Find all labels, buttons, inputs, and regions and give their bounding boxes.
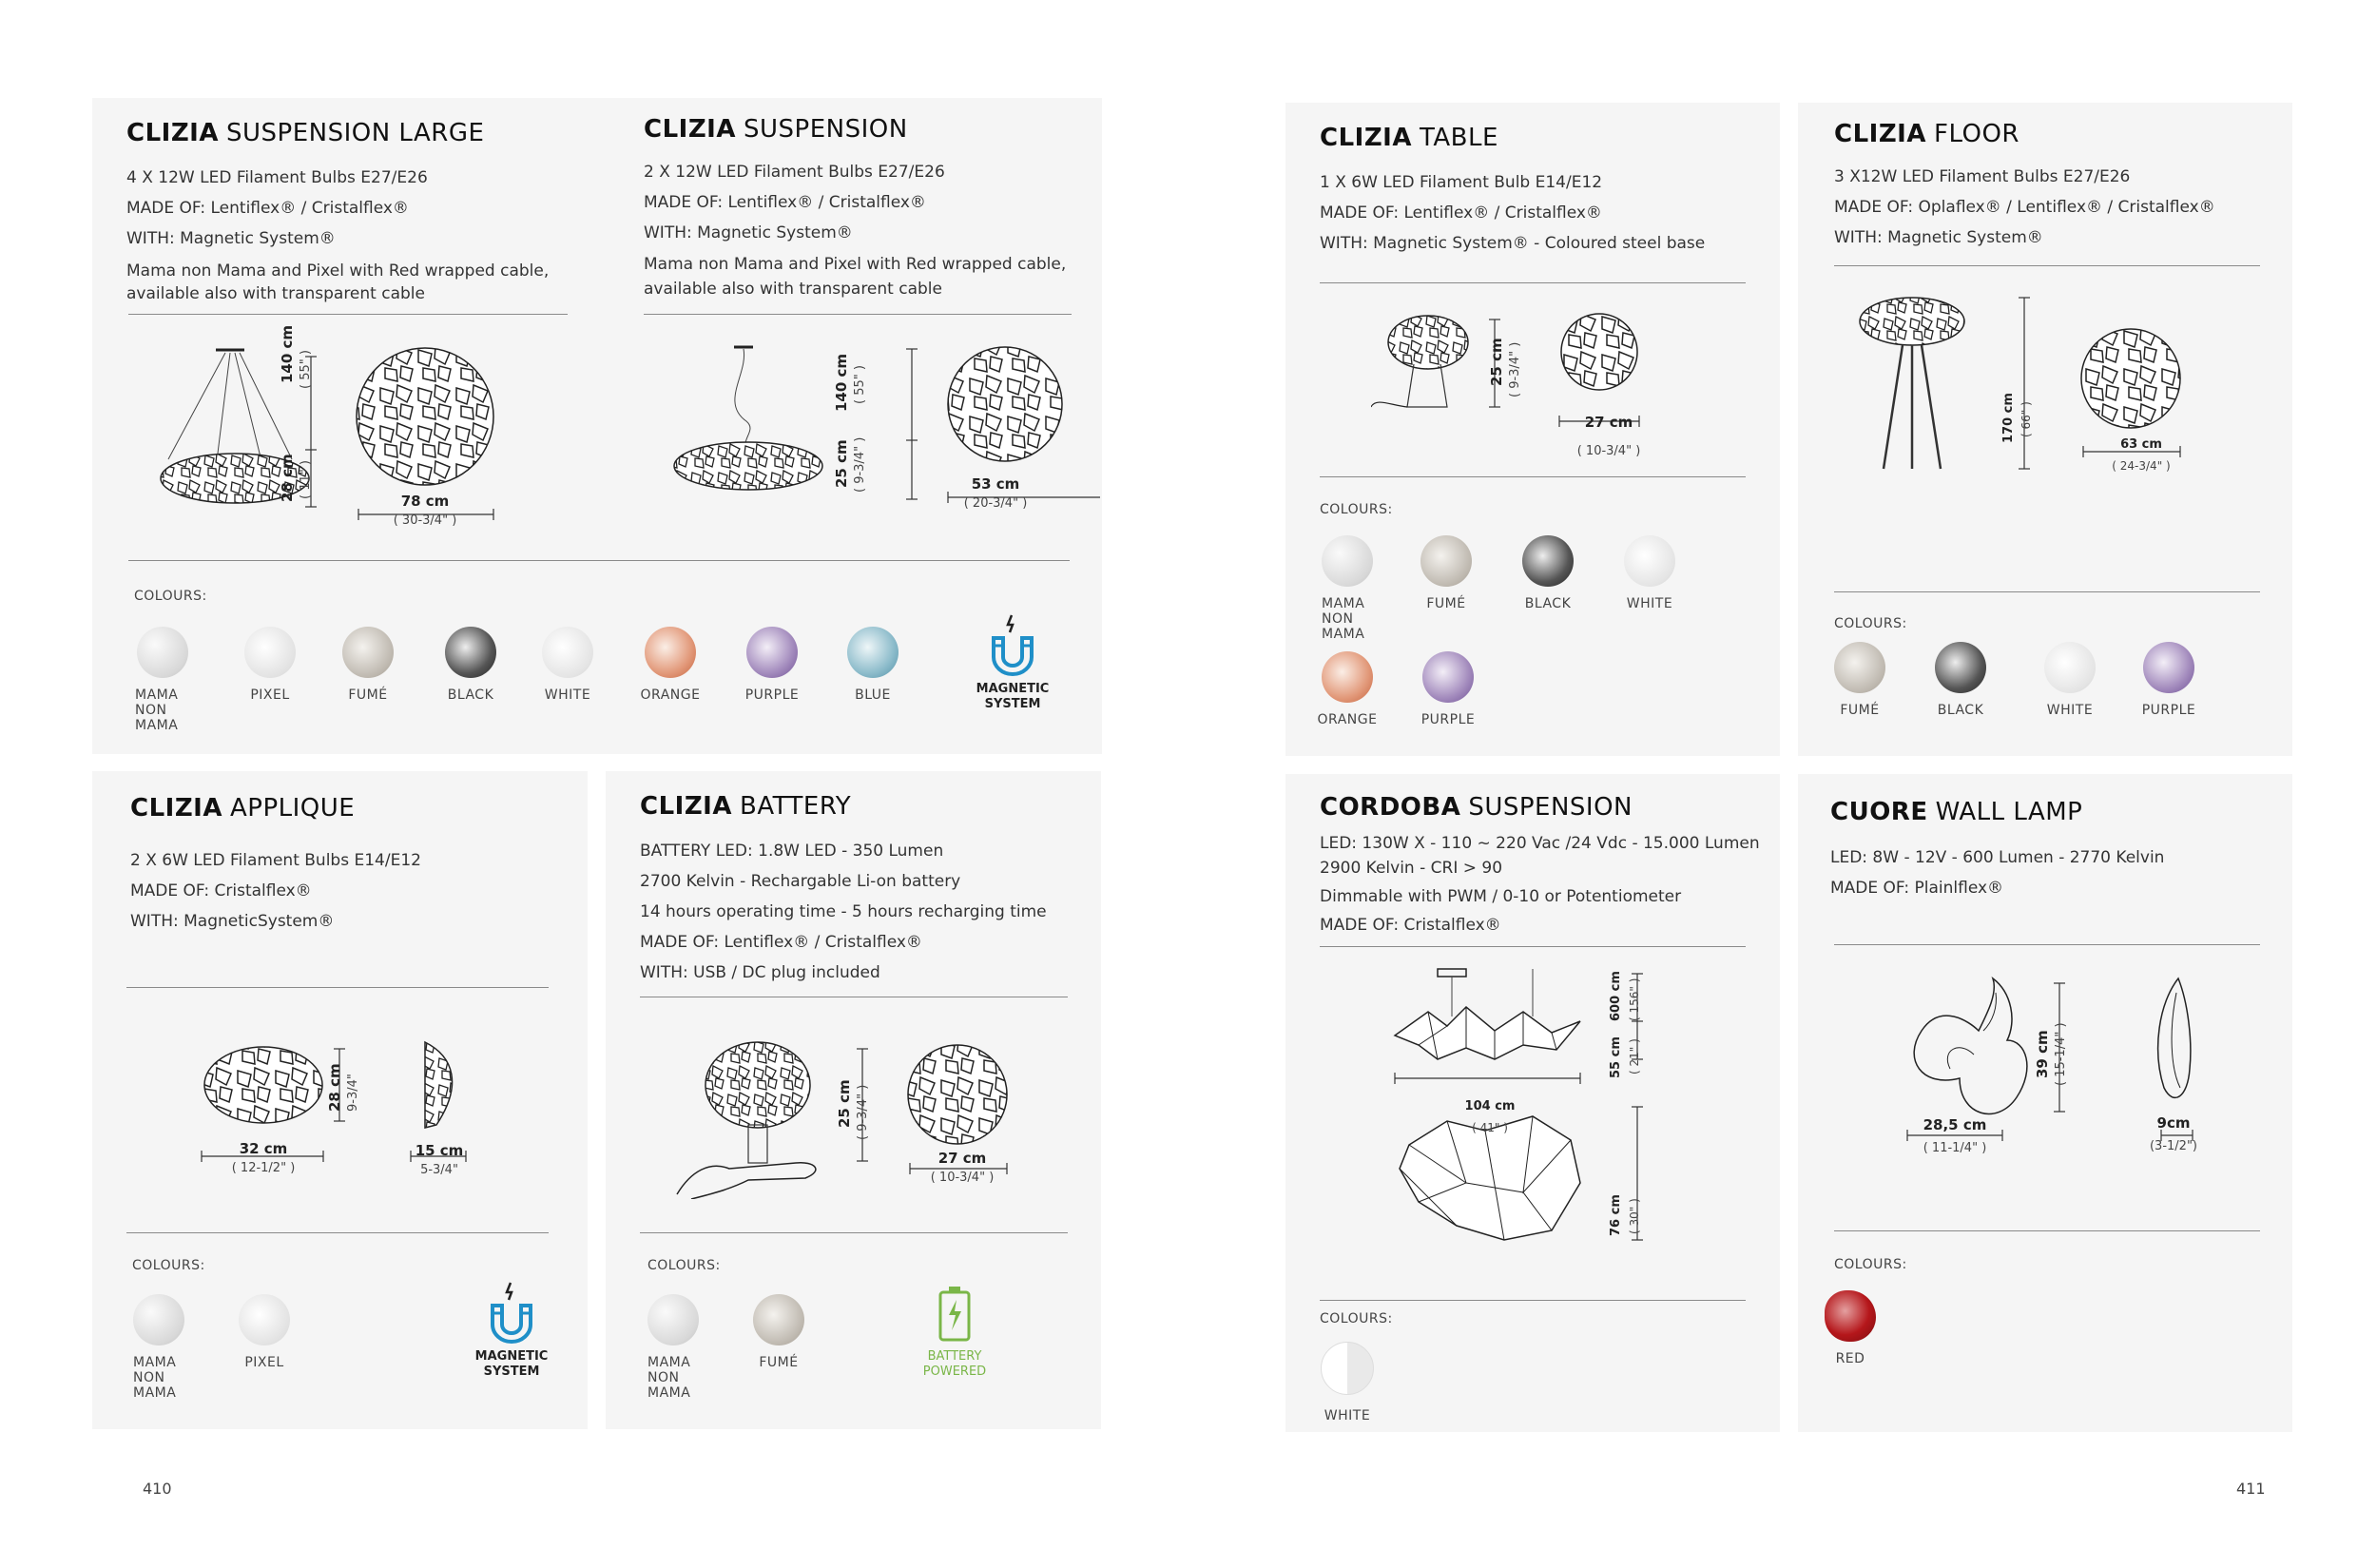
dim-inch: ( 30-3/4" ) bbox=[393, 513, 457, 528]
dim-value: 28 cm bbox=[279, 454, 296, 502]
colours-label: COLOURS: bbox=[1834, 1257, 1907, 1272]
colour-swatch-red[interactable] bbox=[1788, 1290, 1912, 1366]
dimension-height-3-inch bbox=[1628, 1198, 1641, 1234]
dim-inch: ( 30" ) bbox=[1628, 1198, 1641, 1234]
dim-inch: ( 11-1/4" ) bbox=[1923, 1141, 1987, 1155]
battery-powered-badge bbox=[902, 1285, 1007, 1380]
magnetic-system-badge bbox=[960, 613, 1065, 712]
dimension-width bbox=[1433, 1099, 1547, 1134]
dim-inch: ( 9-3/4" ) bbox=[1508, 341, 1522, 397]
swatch-label: ORANGE bbox=[640, 687, 701, 703]
swatch-ball bbox=[753, 1294, 804, 1345]
dim-inch: ( 55" ) bbox=[299, 350, 313, 389]
dimension-height-2 bbox=[833, 439, 850, 488]
dim-value: 39 cm bbox=[2034, 1030, 2051, 1078]
spec-line: MADE OF: Lentiflex® / Cristalflex® bbox=[126, 199, 409, 218]
colour-swatch-fume[interactable] bbox=[717, 1294, 841, 1370]
swatch-ball bbox=[2143, 642, 2194, 693]
swatch-ball bbox=[137, 627, 188, 678]
spec-list bbox=[640, 836, 1047, 988]
divider bbox=[1834, 265, 2260, 266]
dimension-width bbox=[1542, 414, 1675, 458]
dimension-width bbox=[358, 493, 492, 528]
spec-line: 14 hours operating time - 5 hours recharging time bbox=[640, 902, 1047, 921]
swatch-ball bbox=[847, 627, 899, 678]
spec-line: available also with transparent cable bbox=[644, 280, 942, 299]
dimension-height-inch bbox=[1508, 342, 1522, 397]
brand-name: CLIZIA bbox=[1320, 124, 1412, 152]
swatch-label: WHITE bbox=[2046, 703, 2094, 718]
spec-line: WITH: Magnetic System® - Coloured steel base bbox=[1320, 234, 1706, 253]
dim-inch: ( 55" ) bbox=[853, 365, 867, 404]
dimension-height bbox=[326, 1063, 343, 1112]
swatch-label: PURPLE bbox=[744, 687, 800, 703]
dim-value: 27 cm bbox=[937, 1150, 987, 1167]
colour-swatch-purple[interactable] bbox=[2107, 642, 2231, 718]
swatch-label: MAMA NON MAMA bbox=[135, 687, 179, 733]
product-name: FLOOR bbox=[1933, 120, 2019, 148]
dim-inch: ( 9-3/4" ) bbox=[856, 1084, 870, 1140]
page-number-right: 411 bbox=[2236, 1480, 2266, 1498]
swatch-ball bbox=[239, 1294, 290, 1345]
colours-label: COLOURS: bbox=[1320, 502, 1393, 517]
dim-value: 104 cm bbox=[1464, 1099, 1516, 1113]
dim-value: 63 cm bbox=[2120, 437, 2162, 452]
swatch-label: ORANGE bbox=[1317, 712, 1378, 727]
dimension-height-2-inch bbox=[853, 437, 867, 493]
product-name: TABLE bbox=[1419, 124, 1498, 152]
badge-label: BATTERY POWERED bbox=[922, 1349, 987, 1379]
swatch-label: RED bbox=[1835, 1351, 1865, 1366]
divider bbox=[126, 1232, 549, 1233]
spec-line: MADE OF: Lentiflex® / Cristalflex® bbox=[640, 933, 922, 952]
spec-list bbox=[126, 163, 549, 305]
swatch-ball bbox=[1834, 642, 1885, 693]
dim-inch: ( 66" ) bbox=[2019, 401, 2033, 437]
divider bbox=[1320, 476, 1746, 477]
swatch-label: MAMA NON MAMA bbox=[133, 1355, 177, 1401]
dimension-height-2-inch bbox=[299, 460, 313, 499]
spec-line: BATTERY LED: 1.8W LED - 350 Lumen bbox=[640, 842, 944, 861]
divider bbox=[1834, 944, 2260, 945]
dim-value: 78 cm bbox=[400, 493, 450, 510]
swatch-label: BLACK bbox=[1524, 596, 1572, 611]
colours-label: COLOURS: bbox=[1320, 1311, 1393, 1326]
product-name: SUSPENSION bbox=[1468, 793, 1633, 822]
spec-list bbox=[1834, 162, 2215, 253]
dim-value: 28 cm bbox=[326, 1063, 343, 1112]
swatch-ball bbox=[1422, 651, 1474, 703]
divider bbox=[1320, 282, 1746, 283]
swatch-ball bbox=[244, 627, 296, 678]
swatch-ball bbox=[1322, 535, 1373, 587]
product-title bbox=[644, 115, 908, 144]
dim-inch: ( 10-3/4" ) bbox=[930, 1171, 995, 1185]
dim-inch: ( 41" ) bbox=[1472, 1121, 1508, 1134]
spec-line: 3 X12W LED Filament Bulbs E27/E26 bbox=[1834, 167, 2131, 186]
product-title bbox=[126, 119, 484, 147]
badge-label: MAGNETIC SYSTEM bbox=[976, 682, 1050, 711]
dim-value: 25 cm bbox=[836, 1079, 853, 1128]
dimension-height bbox=[836, 1079, 853, 1128]
divider bbox=[1834, 1230, 2260, 1231]
swatch-ball bbox=[1825, 1290, 1876, 1342]
dim-inch: (3-1/2") bbox=[2149, 1139, 2197, 1153]
brand-name: CLIZIA bbox=[644, 115, 736, 144]
swatch-label: BLACK bbox=[447, 687, 494, 703]
swatch-ball bbox=[342, 627, 394, 678]
swatch-label: BLACK bbox=[1937, 703, 1984, 718]
dim-inch: ( 15-1/4" ) bbox=[2054, 1022, 2068, 1086]
spec-line: 2 X 12W LED Filament Bulbs E27/E26 bbox=[644, 163, 945, 182]
swatch-ball bbox=[647, 1294, 699, 1345]
colour-swatch-white[interactable] bbox=[1285, 1342, 1409, 1423]
swatch-ball bbox=[1322, 651, 1373, 703]
dim-inch: 9-3/4" bbox=[346, 1074, 360, 1112]
divider bbox=[1320, 946, 1746, 947]
panel-clizia-applique bbox=[92, 771, 588, 1429]
dim-value: 53 cm bbox=[971, 475, 1020, 493]
swatch-label: FUMÉ bbox=[1426, 596, 1466, 611]
colour-swatch-purple[interactable] bbox=[1386, 651, 1510, 727]
dimension-height bbox=[279, 325, 296, 383]
swatch-ball bbox=[1420, 535, 1472, 587]
dimension-height bbox=[2034, 1030, 2051, 1078]
divider bbox=[126, 987, 549, 988]
panel-cuore-wall-lamp bbox=[1798, 774, 2292, 1432]
divider bbox=[128, 314, 568, 315]
spec-line: 4 X 12W LED Filament Bulbs E27/E26 bbox=[126, 168, 428, 187]
divider bbox=[1834, 591, 2260, 592]
swatch-label: PURPLE bbox=[1420, 712, 1476, 727]
product-title bbox=[1834, 120, 2019, 148]
dim-inch: ( 20-3/4" ) bbox=[963, 496, 1028, 511]
dim-inch: ( 10-3/4" ) bbox=[1576, 444, 1641, 458]
panel-clizia-table bbox=[1285, 103, 1780, 756]
swatch-ball bbox=[133, 1294, 184, 1345]
dim-value: 27 cm bbox=[1584, 414, 1633, 431]
colours-label: COLOURS: bbox=[647, 1258, 721, 1273]
spec-list bbox=[130, 845, 421, 937]
dim-value: 28,5 cm bbox=[1923, 1116, 1987, 1133]
dimension-height-1-inch bbox=[1628, 978, 1641, 1021]
product-name: APPLIQUE bbox=[229, 794, 356, 823]
swatch-ball bbox=[1935, 642, 1986, 693]
dim-inch: ( 12-1/2" ) bbox=[231, 1161, 296, 1175]
colour-swatch-mama-non-mama[interactable] bbox=[101, 627, 224, 733]
spec-list bbox=[1320, 831, 1760, 938]
spec-line: MADE OF: Lentiflex® / Cristalflex® bbox=[1320, 203, 1602, 223]
dim-inch: ( 11" ) bbox=[299, 460, 313, 499]
product-title bbox=[640, 792, 851, 821]
dimension-height-inch bbox=[346, 1074, 360, 1112]
dimension-width bbox=[924, 475, 1067, 511]
divider bbox=[644, 314, 1072, 315]
dim-inch: 5-3/4" bbox=[420, 1163, 458, 1177]
magnet-icon bbox=[986, 613, 1039, 676]
product-name: SUSPENSION bbox=[743, 115, 908, 144]
magnet-icon bbox=[485, 1281, 538, 1344]
panel-clizia-floor bbox=[1798, 103, 2292, 756]
spec-line: WITH: Magnetic System® bbox=[1834, 228, 2043, 247]
divider bbox=[640, 1232, 1068, 1233]
spec-list bbox=[644, 157, 1066, 301]
dim-value: 25 cm bbox=[833, 439, 850, 488]
page-number-left: 410 bbox=[143, 1480, 172, 1498]
swatch-ball bbox=[746, 627, 798, 678]
swatch-ball bbox=[542, 627, 593, 678]
spec-line: LED: 130W X - 110 ~ 220 Vac /24 Vdc - 15.000 Lumen bbox=[1320, 834, 1760, 853]
swatch-label: PURPLE bbox=[2141, 703, 2196, 718]
dim-inch: ( 21" ) bbox=[1628, 1038, 1641, 1074]
product-title bbox=[1320, 124, 1498, 152]
colours-label: COLOURS: bbox=[134, 589, 207, 604]
dimension-width bbox=[2075, 437, 2208, 473]
battery-icon bbox=[936, 1285, 974, 1342]
panel-cordoba-suspension bbox=[1285, 774, 1780, 1432]
spec-line: available also with transparent cable bbox=[126, 284, 425, 303]
product-name: SUSPENSION LARGE bbox=[225, 119, 485, 147]
swatch-label: BLUE bbox=[855, 687, 891, 703]
swatch-ball bbox=[445, 627, 496, 678]
dimension-width bbox=[1893, 1116, 2017, 1155]
swatch-label: WHITE bbox=[1626, 596, 1673, 611]
spec-line: Dimmable with PWM / 0-10 or Potentiometer bbox=[1320, 887, 1682, 906]
colour-swatch-black[interactable] bbox=[1899, 642, 2022, 718]
swatch-label: FUMÉ bbox=[1840, 703, 1880, 718]
brand-name: CLIZIA bbox=[1834, 120, 1926, 148]
swatch-ball bbox=[1624, 535, 1675, 587]
dim-value: 32 cm bbox=[239, 1140, 288, 1157]
dim-value: 9cm bbox=[2156, 1114, 2191, 1132]
dimension-depth bbox=[406, 1142, 473, 1177]
dimension-height-inch bbox=[2054, 1022, 2068, 1086]
colour-swatch-white[interactable] bbox=[1588, 535, 1711, 611]
spec-line: 1 X 6W LED Filament Bulb E14/E12 bbox=[1320, 173, 1603, 192]
spec-line: WITH: Magnetic System® bbox=[126, 229, 336, 248]
divider bbox=[1320, 1300, 1746, 1301]
spec-line: LED: 8W - 12V - 600 Lumen - 2770 Kelvin bbox=[1830, 848, 2165, 867]
panel-clizia-battery bbox=[606, 771, 1101, 1429]
dimension-height-2 bbox=[279, 454, 296, 502]
brand-name: CORDOBA bbox=[1320, 793, 1461, 822]
dim-value: 140 cm bbox=[279, 324, 296, 383]
brand-name: CLIZIA bbox=[640, 792, 732, 821]
dimension-height-1 bbox=[1609, 971, 1623, 1021]
spec-line: MADE OF: Cristalflex® bbox=[1320, 916, 1501, 935]
swatch-label: FUMÉ bbox=[348, 687, 388, 703]
swatch-label: FUMÉ bbox=[759, 1355, 799, 1370]
spec-line: MADE OF: Lentiflex® / Cristalflex® bbox=[644, 193, 926, 212]
dimension-height bbox=[2001, 393, 2016, 443]
brand-name: CLIZIA bbox=[130, 794, 222, 823]
dimension-height-inch bbox=[2019, 401, 2033, 437]
dim-inch: ( 9-3/4" ) bbox=[853, 436, 867, 493]
panel-clizia-suspension bbox=[92, 98, 1102, 754]
dim-value: 55 cm bbox=[1609, 1036, 1623, 1078]
spec-line: MADE OF: Cristalflex® bbox=[130, 881, 312, 900]
dim-value: 15 cm bbox=[415, 1142, 464, 1159]
swatch-label: PIXEL bbox=[250, 687, 290, 703]
product-name: BATTERY bbox=[739, 792, 852, 821]
swatch-ball bbox=[2044, 642, 2096, 693]
magnetic-system-badge bbox=[459, 1281, 564, 1380]
badge-label: MAGNETIC SYSTEM bbox=[474, 1349, 549, 1379]
dimension-height-2 bbox=[1609, 1036, 1623, 1078]
spec-line: WITH: USB / DC plug included bbox=[640, 963, 880, 982]
brand-name: CUORE bbox=[1830, 798, 1928, 826]
dim-value: 140 cm bbox=[833, 353, 850, 412]
brand-name: CLIZIA bbox=[126, 119, 219, 147]
spec-line: MADE OF: Plainlflex® bbox=[1830, 879, 2004, 898]
spec-line: 2 X 6W LED Filament Bulbs E14/E12 bbox=[130, 851, 421, 870]
swatch-label: MAMA NON MAMA bbox=[647, 1355, 691, 1401]
spec-line: 2900 Kelvin - CRI > 90 bbox=[1320, 859, 1503, 878]
dim-inch: ( 24-3/4" ) bbox=[2112, 459, 2171, 473]
colour-swatch-pixel[interactable] bbox=[203, 1294, 326, 1370]
dimension-height-inch bbox=[853, 365, 867, 404]
dimension-width bbox=[900, 1150, 1024, 1185]
dimension-depth bbox=[2140, 1114, 2207, 1153]
dimension-height bbox=[1488, 338, 1505, 386]
dimension-height bbox=[833, 354, 850, 412]
swatch-label: PIXEL bbox=[244, 1355, 284, 1370]
divider bbox=[128, 560, 1070, 561]
dim-inch: ( 156" ) bbox=[1628, 978, 1641, 1021]
swatch-label: WHITE bbox=[1324, 1408, 1371, 1423]
dimension-height-inch bbox=[856, 1085, 870, 1140]
spec-line: WITH: MagneticSystem® bbox=[130, 912, 335, 931]
swatch-label: MAMA NON MAMA bbox=[1322, 596, 1365, 642]
swatch-ball bbox=[645, 627, 696, 678]
product-title bbox=[1320, 793, 1633, 822]
dimension-width bbox=[202, 1140, 325, 1175]
swatch-ball bbox=[1522, 535, 1574, 587]
swatch-label: WHITE bbox=[544, 687, 591, 703]
colours-label: COLOURS: bbox=[132, 1258, 205, 1273]
dimension-height-3 bbox=[1609, 1194, 1623, 1236]
dim-value: 600 cm bbox=[1609, 971, 1623, 1021]
colours-label: COLOURS: bbox=[1834, 616, 1907, 631]
dimension-height-inch bbox=[299, 350, 313, 389]
dim-value: 76 cm bbox=[1609, 1194, 1623, 1236]
product-title bbox=[130, 794, 355, 823]
dimension-height-2-inch bbox=[1628, 1038, 1641, 1074]
dim-value: 170 cm bbox=[2001, 393, 2016, 443]
product-title bbox=[1830, 798, 2082, 826]
dim-value: 25 cm bbox=[1488, 338, 1505, 386]
spec-line: WITH: Magnetic System® bbox=[644, 223, 853, 242]
swatch-ball bbox=[1321, 1342, 1374, 1395]
spec-line: Mama non Mama and Pixel with Red wrapped cable, bbox=[644, 255, 1067, 274]
spec-list bbox=[1320, 167, 1705, 259]
spec-line: MADE OF: Oplaflex® / Lentiflex® / Cristalflex® bbox=[1834, 198, 2215, 217]
spec-list bbox=[1830, 842, 2164, 903]
spec-line: Mama non Mama and Pixel with Red wrapped cable, bbox=[126, 261, 550, 281]
colour-swatch-blue[interactable] bbox=[811, 627, 935, 703]
spec-line: 2700 Kelvin - Rechargable Li-on battery bbox=[640, 872, 961, 891]
product-name: WALL LAMP bbox=[1935, 798, 2083, 826]
